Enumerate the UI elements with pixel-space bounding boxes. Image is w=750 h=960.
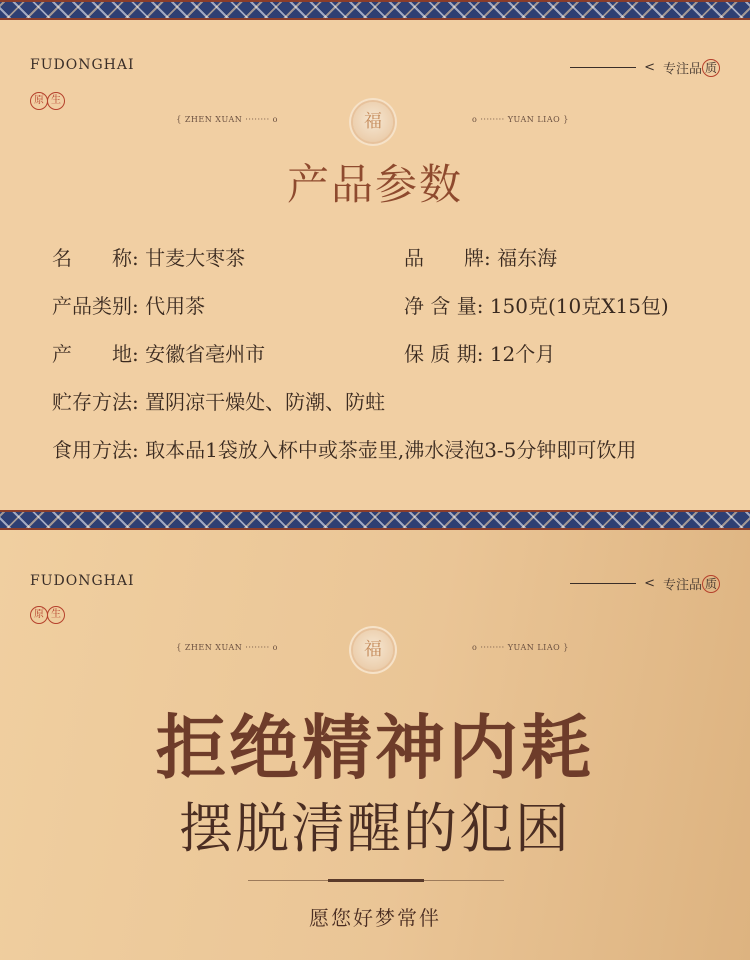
param-label: 食用方法: bbox=[52, 438, 139, 462]
subheadline: 摆脱清醒的犯困 bbox=[179, 797, 571, 860]
middle-ornamental-border bbox=[0, 510, 750, 530]
param-label: 贮存方法: bbox=[52, 390, 139, 414]
param-value: 代用茶 bbox=[145, 294, 206, 318]
param-value: 福东海 bbox=[497, 246, 558, 270]
subline-left: { ZHEN XUAN ········ o bbox=[176, 115, 278, 124]
param-value: 置阴凉干燥处、防潮、防蛀 bbox=[145, 390, 386, 414]
divider-accent bbox=[328, 879, 424, 882]
param-value: 安徽省亳州市 bbox=[145, 342, 266, 366]
fu-medallion-icon: 福 bbox=[353, 102, 393, 142]
param-value: 12个月 bbox=[489, 342, 556, 366]
seal-char: 生 bbox=[47, 606, 65, 624]
slogan-text: 专注品 bbox=[662, 62, 702, 77]
headline: 拒绝精神内耗 bbox=[156, 706, 594, 789]
arrow-left-icon: < bbox=[644, 60, 655, 75]
param-row-net-weight bbox=[404, 290, 669, 319]
param-row-origin bbox=[52, 338, 265, 367]
brand-name: FUDONGHAI bbox=[30, 573, 135, 589]
param-row-brand bbox=[404, 242, 557, 271]
subline-left: { ZHEN XUAN ········ o bbox=[176, 643, 278, 652]
subline-right: o ········ YUAN LIAO } bbox=[472, 115, 569, 124]
ornament-subline bbox=[0, 630, 750, 670]
top-right-slogan bbox=[570, 574, 720, 593]
top-right-slogan bbox=[570, 58, 720, 77]
divider bbox=[248, 880, 504, 881]
seal-char: 原 bbox=[30, 92, 48, 110]
brand-name: FUDONGHAI bbox=[30, 57, 135, 73]
slogan-panel bbox=[0, 530, 750, 960]
slogan-line bbox=[570, 583, 636, 584]
slogan-circled-char: 质 bbox=[702, 575, 720, 593]
param-row-shelf-life bbox=[404, 338, 555, 367]
tagline: 愿您好梦常伴 bbox=[309, 906, 441, 930]
param-label: 保 质 期: bbox=[404, 342, 484, 366]
param-row-usage bbox=[52, 434, 636, 463]
param-row-storage bbox=[52, 386, 385, 415]
param-row-name bbox=[52, 242, 245, 271]
seal-char: 原 bbox=[30, 606, 48, 624]
section-title: 产品参数 bbox=[286, 160, 463, 209]
top-ornamental-border bbox=[0, 0, 750, 20]
param-value: 甘麦大枣茶 bbox=[145, 246, 246, 270]
param-label: 品 牌: bbox=[404, 246, 491, 270]
slogan-circled-char: 质 bbox=[702, 59, 720, 77]
arrow-left-icon: < bbox=[644, 576, 655, 591]
seal-stamp bbox=[30, 606, 66, 624]
param-label: 名 称: bbox=[52, 246, 139, 270]
seal-char: 生 bbox=[47, 92, 65, 110]
subline-right: o ········ YUAN LIAO } bbox=[472, 643, 569, 652]
param-value: 取本品1袋放入杯中或茶壶里,沸水浸泡3-5分钟即可饮用 bbox=[145, 438, 637, 462]
slogan-line bbox=[570, 67, 636, 68]
fu-medallion-icon: 福 bbox=[353, 630, 393, 670]
param-row-category bbox=[52, 290, 205, 319]
slogan-text: 专注品 bbox=[662, 578, 702, 593]
param-label: 产 地: bbox=[52, 342, 139, 366]
ornament-subline bbox=[0, 102, 750, 142]
param-value: 150克(10克X15包) bbox=[489, 294, 669, 318]
param-label: 净 含 量: bbox=[404, 294, 484, 318]
product-params-panel bbox=[0, 20, 750, 510]
param-label: 产品类别: bbox=[52, 294, 139, 318]
